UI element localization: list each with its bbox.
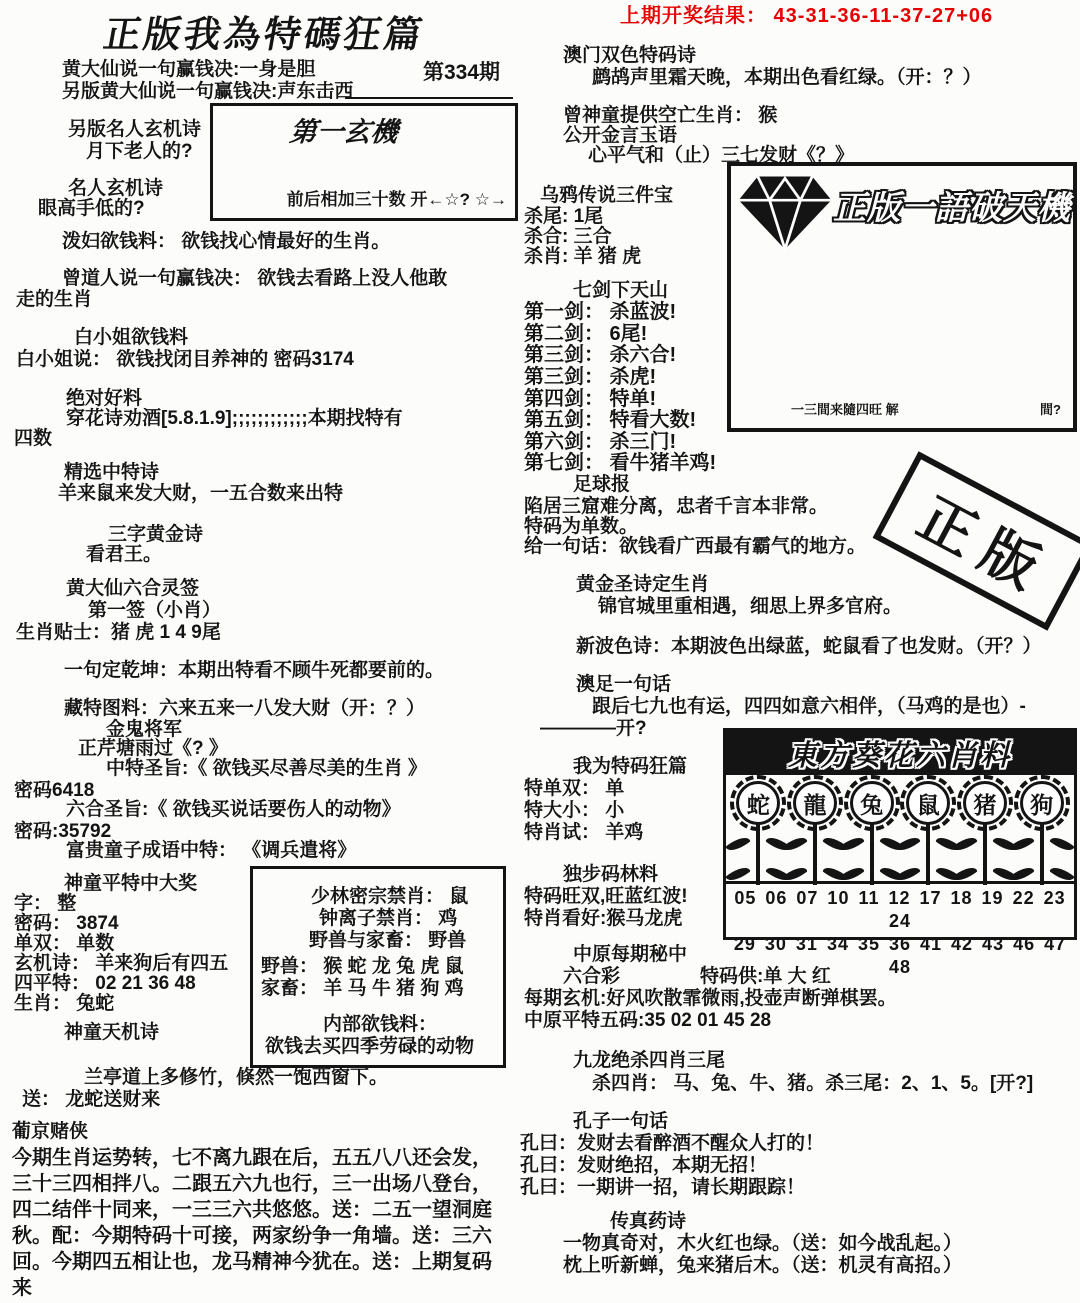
qiankun-line: 一句定乾坤：本期出特看不顾牛死都要前的。	[64, 660, 445, 681]
sunflower-box-title: 東方葵花六肖料	[726, 731, 1074, 775]
zhongyuan-xuanji: 每期玄机:好风吹散霏微雨,投壶声断弹棋罢。	[524, 988, 897, 1009]
zhongyuan-pingte: 中原平特五码:35 02 01 45 28	[524, 1010, 772, 1031]
cangte-line-3: 正芹塘雨过《? 》	[78, 738, 228, 759]
shentong-line-2: 密码： 3874	[14, 913, 119, 934]
cangte-line-2: 金鬼将军	[106, 719, 183, 740]
leaf-icon	[1049, 833, 1074, 855]
zengshen-line-3: 心平气和（止）三七发财《？》	[588, 145, 855, 166]
haoliao-heading: 绝对好料	[66, 388, 143, 409]
sunflower-icon	[904, 777, 952, 885]
huang-line-2: 另版黄大仙说一句赢钱决:声东击西	[62, 81, 354, 102]
issue-number: 第334期	[423, 61, 501, 84]
lingqian-heading: 黄大仙六合灵签	[66, 578, 200, 599]
huang-line-1: 黄大仙说一句赢钱决:一身是胆	[62, 59, 316, 80]
genuine-stamp: 正版	[873, 451, 1080, 630]
jingxuan-line: 羊来鼠来发大财，一五合数来出特	[58, 483, 344, 504]
tianji-title: 正版一語破天機	[833, 189, 1071, 226]
wuya-line-1: 杀尾: 1尾	[524, 206, 604, 227]
mingren-heading: 名人玄机诗	[68, 178, 164, 199]
box2-line-4: 野兽： 猴 蛇 龙 兔 虎 鼠	[261, 956, 464, 977]
mingren-line: 眼高手低的?	[38, 198, 145, 219]
wuya-heading: 乌鸦传说三件宝	[540, 185, 674, 206]
aozu-line-1: 跟后七九也有运，四四如意六相伴，（马鸡的是也）-	[592, 696, 1026, 717]
mingren-alt-line: 月下老人的?	[86, 141, 193, 162]
leaf-icon	[896, 833, 921, 855]
cangte-line-1: 藏特图料：六来五来一八发大财（开：？）	[64, 698, 426, 719]
shentong-line-5: 四平特： 02 21 36 48	[14, 973, 196, 994]
blank-underline	[345, 97, 513, 99]
box2-line-5: 家畜： 羊 马 牛 猪 狗 鸡	[261, 978, 464, 999]
pujing-line-4: 秋。配：今期特码十可接，两家纷争一角墙。送：三六	[12, 1225, 492, 1247]
kuangpian-line-2: 特大小： 小	[524, 800, 625, 821]
zodiac-dog: 狗	[1020, 781, 1064, 825]
qijian-line-5: 第四剑： 特单!	[524, 388, 657, 410]
dubuma-line-1: 特码旺双,旺蓝红波!	[524, 886, 688, 907]
aozu-line-2: ————开?	[540, 718, 647, 739]
box2-line-1: 少林密宗禁肖： 鼠	[311, 886, 469, 907]
previous-draw-result: 上期开奖结果： 43-31-36-11-37-27+06	[620, 5, 994, 27]
huangjin-line: 锦官城里重相遇，细思上界多官府。	[598, 596, 903, 617]
pujing-heading: 葡京赌侠	[12, 1121, 89, 1142]
sunflower-icon	[791, 777, 839, 885]
baixiaojie-line: 白小姐说： 欲钱找闭目养神的 密码3174	[16, 349, 354, 370]
leaf-icon	[952, 833, 977, 855]
lingqian-line-1: 第一签（小肖）	[88, 600, 222, 621]
qijian-line-8: 第七剑： 看牛猪羊鸡!	[524, 452, 717, 474]
pujing-line-6: 来	[12, 1277, 32, 1299]
qijian-line-2: 第二剑： 6尾!	[524, 323, 648, 345]
leaf-icon	[782, 833, 807, 855]
zhongyuan-tema: 特码供:单 大 红	[700, 966, 831, 987]
chuanzhen-line-1: 一物真奇对，木火红也绿。（送：如今战乱起。）	[563, 1233, 963, 1254]
qijian-line-7: 第六剑： 杀三门!	[524, 431, 677, 453]
zengdao-line-1: 曾道人说一句赢钱决： 欲钱去看路上没人他敢	[62, 268, 448, 289]
box2-line-7: 欲钱去买四季劳碌的动物	[265, 1036, 475, 1057]
pujing-line-2: 三十三四相拌八。二跟五六九也行，三一出场八登台，	[12, 1173, 492, 1195]
page-title: 正版我為特碼狂篇	[100, 14, 428, 55]
zengshen-line-2: 公开金言玉语	[563, 125, 678, 146]
cangte-line-7: 密码:35792	[14, 821, 112, 842]
pujing-line-5: 回。今期四五相让也，龙马精神今犹在。送：上期复码	[12, 1251, 492, 1273]
lingqian-line-2: 生肖贴士：猪 虎 1 4 9尾	[16, 622, 221, 643]
chuanzhen-heading: 传真药诗	[610, 1211, 687, 1232]
zodiac-pig: 猪	[963, 781, 1007, 825]
zodiac-rabbit: 兔	[850, 781, 894, 825]
kongzi-line-3: 孔曰：一期讲一招，请长期跟踪！	[520, 1177, 806, 1198]
jingxuan-heading: 精选中特诗	[64, 462, 160, 483]
zhongyuan-liuhecai: 六合彩	[563, 966, 621, 987]
shentong-heading: 神童平特中大奖	[64, 873, 198, 894]
kuangpian-line-1: 特单双： 单	[524, 778, 625, 799]
pujing-line-3: 四二结伴十同来，一三三六共悠悠。送：二五一望洞庭	[12, 1199, 492, 1221]
zhongyuan-heading: 中原每期秘中	[573, 944, 688, 965]
song-line: 送： 龙蛇送财来	[22, 1089, 161, 1110]
dubuma-heading: 独步码林料	[563, 864, 659, 885]
cangte-line-5: 密码6418	[14, 780, 95, 801]
cangte-line-4: 中特圣旨:《 欲钱买尽善尽美的生肖 》	[106, 758, 427, 779]
shentong-tianji-heading: 神童天机诗	[64, 1022, 160, 1043]
dubuma-line-2: 特肖看好:猴马龙虎	[524, 908, 683, 929]
sanzi-line: 看君王。	[86, 544, 163, 565]
chuanzhen-line-2: 枕上听新蝉，兔来猪后木。（送：机灵有高招。）	[563, 1255, 963, 1276]
kongzi-line-1: 孔曰：发财去看醉酒不醒众人打的！	[520, 1133, 825, 1154]
tianji-footer-left: 一三間来隨四旺 解	[791, 402, 899, 417]
aozu-heading: 澳足一句话	[576, 674, 672, 695]
mingren-alt-heading: 另版名人玄机诗	[68, 119, 202, 140]
haoliao-line-2: 四数	[14, 428, 53, 449]
zodiac-snake: 蛇	[736, 781, 780, 825]
qijian-heading: 七剑下天山	[573, 280, 669, 301]
inner-tips-box	[250, 866, 506, 1068]
xinbose-line: 新波色诗：本期波色出绿蓝，蛇鼠看了也发财。（开？）	[576, 636, 1042, 657]
sunflower-icon	[961, 777, 1009, 885]
pofu-line: 泼妇欲钱料： 欲钱找心情最好的生肖。	[62, 231, 391, 252]
kuangpian-heading: 我为特码狂篇	[573, 756, 688, 777]
zuqiu-line-2: 特码为单数。	[524, 516, 639, 537]
zengshen-line-1: 曾神童提供空亡生肖： 猴	[563, 105, 778, 126]
sunflower-row	[730, 777, 1070, 885]
first-mystery-box	[210, 103, 518, 221]
first-mystery-footer: 前后相加三十数 开←☆? ☆→	[286, 190, 507, 209]
zuqiu-line-3: 给一句话：欲钱看广西最有霸气的地方。	[524, 536, 867, 557]
shentong-line-4: 玄机诗： 羊来狗后有四五	[14, 953, 229, 974]
zodiac-rat: 鼠	[906, 781, 950, 825]
haoliao-line-1: 穿花诗劝酒[5.8.1.9];;;;;;;;;;;;本期找特有	[66, 408, 403, 429]
qijian-line-6: 第五剑： 特看大数!	[524, 409, 697, 431]
first-mystery-title: 第一玄機	[288, 117, 400, 147]
tianji-box	[727, 162, 1077, 432]
box2-line-3: 野兽与家畜： 野兽	[309, 930, 467, 951]
box2-line-2: 钟离子禁肖： 鸡	[319, 908, 458, 929]
kongzi-heading: 孔子一句话	[573, 1111, 669, 1132]
sunflower-icon	[734, 777, 782, 885]
shentong-line-6: 生肖： 兔蛇	[14, 993, 115, 1014]
qijian-line-4: 第三剑： 杀虎!	[524, 366, 657, 388]
wuya-line-3: 杀肖: 羊 猪 虎	[524, 246, 642, 267]
huangjin-heading: 黄金圣诗定生肖	[576, 574, 710, 595]
diamond-icon	[735, 170, 835, 259]
sunflower-icon	[1018, 777, 1066, 885]
pujing-line-1: 今期生肖运势转，七不离九跟在后，五五八八还会发，	[12, 1147, 492, 1169]
tianji-footer-right: 間?	[1040, 402, 1061, 417]
lanting-line: 兰亭道上多修竹，倏然一饱西窗下。	[84, 1067, 389, 1088]
leaf-icon	[839, 833, 864, 855]
kuangpian-line-3: 特肖试： 羊鸡	[524, 822, 644, 843]
qijian-line-3: 第三剑： 杀六合!	[524, 344, 677, 366]
number-row-1: 05 06 07 10 11 12 17 18 19 22 23 24	[734, 888, 1066, 931]
aomen-line: 鹧鸪声里霜天晚，本期出色看红绿。（开：？）	[592, 67, 982, 88]
qijian-line-1: 第一剑： 杀蓝波!	[524, 301, 677, 323]
box2-line-6: 内部欲钱料：	[323, 1014, 438, 1035]
zuqiu-heading: 足球报	[573, 474, 631, 495]
zuqiu-line-1: 陷居三窟难分离，忠者千言本非常。	[524, 496, 829, 517]
baixiaojie-heading: 白小姐欲钱料	[74, 327, 189, 348]
zengdao-line-2: 走的生肖	[16, 289, 93, 310]
wuya-line-2: 杀合: 三合	[524, 226, 612, 247]
cangte-line-6: 六合圣旨:《 欲钱买说话要伤人的动物》	[66, 799, 401, 820]
sunflower-six-zodiac-box	[723, 728, 1077, 977]
leaf-icon	[1009, 833, 1034, 855]
aomen-heading: 澳门双色特码诗	[563, 45, 697, 66]
jiulong-heading: 九龙绝杀四肖三尾	[573, 1050, 726, 1071]
sunflower-icon	[848, 777, 896, 885]
number-grid	[726, 881, 1074, 977]
leaf-icon	[726, 833, 751, 855]
kongzi-line-2: 孔曰：发财绝招，本期无招！	[520, 1155, 768, 1176]
jiulong-line: 杀四肖： 马、兔、牛、猪。杀三尾：2、1、5。[开?]	[592, 1073, 1034, 1094]
cangte-line-8: 富贵童子成语中特： 《调兵遣将》	[66, 840, 357, 861]
number-row-2: 29 30 31 34 35 36 41 42 43 46 47 48	[733, 934, 1067, 977]
shentong-line-3: 单双： 单数	[14, 933, 115, 954]
zodiac-dragon: 龍	[793, 781, 837, 825]
sanzi-heading: 三字黄金诗	[108, 524, 204, 545]
shentong-line-1: 字： 整	[14, 893, 77, 914]
